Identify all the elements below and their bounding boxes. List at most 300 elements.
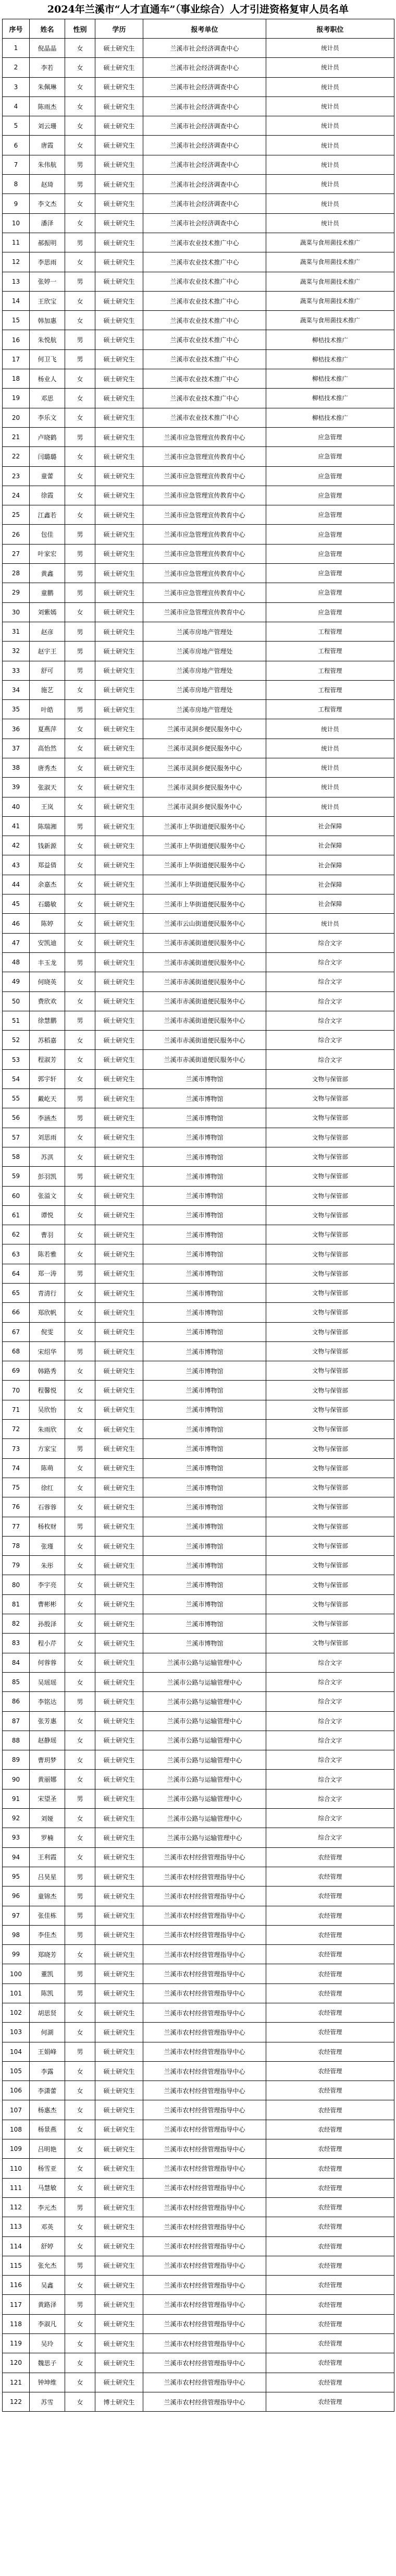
row-gender: 女 [65,96,95,116]
row-index: 63 [3,1244,30,1264]
row-index: 79 [3,1556,30,1575]
row-position: 文物与保管部 [266,1128,394,1147]
row-index: 94 [3,1847,30,1867]
row-gender: 男 [65,1964,95,1984]
row-index: 99 [3,1945,30,1964]
table-row [3,544,394,563]
row-index: 25 [3,505,30,525]
row-index: 39 [3,778,30,797]
row-position: 综合文字 [266,1828,394,1847]
table-row [3,778,394,797]
table-row [3,2061,394,2081]
row-position: 社会保障 [266,816,394,836]
row-position: 文物与保管部 [266,1439,394,1458]
row-gender: 女 [65,680,95,699]
row-name: 魏思子 [30,2353,65,2373]
row-position: 统计员 [266,739,394,758]
table-row [3,602,394,622]
row-gender: 女 [65,252,95,272]
row-unit: 兰溪市农村经营管理指导中心 [143,2217,266,2236]
table-row [3,1614,394,1634]
table-row [3,991,394,1011]
row-gender: 女 [65,1361,95,1381]
row-education: 硕士研究生 [95,2003,143,2022]
row-name: 赵静瑶 [30,1731,65,1750]
row-position: 工程管理 [266,622,394,641]
row-name: 吕明艳 [30,2139,65,2159]
row-unit: 兰溪市博物馆 [143,1167,266,1186]
row-education: 硕士研究生 [95,1089,143,1108]
table-header-row [3,19,394,39]
row-position: 农经管理 [266,1847,394,1867]
table-row [3,797,394,816]
row-position: 文物与保管部 [266,1556,394,1575]
row-unit: 兰溪市农业技术推广中心 [143,389,266,408]
row-index: 27 [3,544,30,563]
table-row [3,1264,394,1283]
table-row [3,233,394,252]
row-name: 何蓉蓉 [30,1653,65,1672]
row-gender: 女 [65,408,95,427]
table-row [3,836,394,855]
row-index: 118 [3,2314,30,2333]
table-row [3,175,394,194]
table-row [3,972,394,991]
row-name: 董凯 [30,1964,65,1984]
row-education: 硕士研究生 [95,1575,143,1594]
row-index: 107 [3,2100,30,2120]
row-name: 李佳杰 [30,1925,65,1944]
row-name: 曹彬彬 [30,1594,65,1614]
row-unit: 兰溪市农村经营管理指导中心 [143,1984,266,2003]
row-position: 综合文字 [266,991,394,1011]
row-unit: 兰溪市博物馆 [143,1361,266,1381]
row-education: 硕士研究生 [95,2236,143,2256]
table-row [3,2353,394,2373]
table-row [3,914,394,933]
row-education: 硕士研究生 [95,1653,143,1672]
row-unit: 兰溪市农村经营管理指导中心 [143,2276,266,2295]
table-row [3,894,394,914]
row-gender: 男 [65,525,95,544]
row-name: 何卫飞 [30,349,65,369]
row-gender: 女 [65,2159,95,2178]
row-education: 硕士研究生 [95,369,143,389]
row-unit: 兰溪市博物馆 [143,1458,266,1478]
table-row [3,1244,394,1264]
row-index: 58 [3,1147,30,1166]
row-name: 卢晓鹤 [30,427,65,446]
row-index: 35 [3,700,30,719]
row-education: 硕士研究生 [95,2256,143,2275]
row-unit: 兰溪市农村经营管理指导中心 [143,1945,266,1964]
row-index: 1 [3,39,30,58]
row-gender: 女 [65,875,95,894]
row-unit: 兰溪市云山街道便民服务中心 [143,914,266,933]
row-index: 9 [3,194,30,213]
row-position: 农经管理 [266,2295,394,2314]
row-position: 应急管理 [266,564,394,583]
row-gender: 男 [65,155,95,174]
row-index: 65 [3,1284,30,1303]
row-index: 61 [3,1205,30,1225]
row-name: 王娟峰 [30,2042,65,2061]
row-name: 苏稻嘉 [30,1031,65,1050]
row-education: 硕士研究生 [95,1770,143,1789]
row-gender: 女 [65,466,95,486]
row-gender: 男 [65,1984,95,2003]
row-education: 硕士研究生 [95,2042,143,2061]
row-name: 邓英 [30,2217,65,2236]
row-gender: 男 [65,952,95,972]
row-index: 85 [3,1672,30,1691]
row-name: 邓思 [30,389,65,408]
row-position: 农经管理 [266,2003,394,2022]
row-education: 硕士研究生 [95,622,143,641]
row-index: 12 [3,252,30,272]
row-unit: 兰溪市社会经济调查中心 [143,58,266,77]
row-index: 31 [3,622,30,641]
row-unit: 兰溪市上华街道便民服务中心 [143,836,266,855]
row-unit: 兰溪市农村经营管理指导中心 [143,2334,266,2353]
row-name: 青清行 [30,1284,65,1303]
row-gender: 女 [65,1614,95,1634]
row-name: 石蓉蓉 [30,1497,65,1517]
row-gender: 男 [65,1692,95,1711]
row-unit: 兰溪市应急管理宣传教育中心 [143,602,266,622]
row-gender: 女 [65,1303,95,1322]
row-position: 文物与保管部 [266,1381,394,1400]
row-name: 唐秀杰 [30,758,65,777]
row-name: 郑欣帆 [30,1303,65,1322]
table-row [3,1011,394,1030]
row-gender: 女 [65,2061,95,2081]
row-index: 73 [3,1439,30,1458]
table-row [3,1031,394,1050]
row-education: 硕士研究生 [95,2178,143,2197]
row-position: 文物与保管部 [266,1264,394,1283]
row-index: 20 [3,408,30,427]
row-unit: 兰溪市上华街道便民服务中心 [143,855,266,875]
row-unit: 兰溪市农村经营管理指导中心 [143,2100,266,2120]
row-index: 16 [3,330,30,349]
row-position: 工程管理 [266,642,394,661]
row-name: 吴玲 [30,2334,65,2353]
row-position: 柳桔技术推广 [266,349,394,369]
table-row [3,1186,394,1205]
row-index: 71 [3,1400,30,1419]
row-education: 硕士研究生 [95,719,143,739]
row-unit: 兰溪市应急管理宣传教育中心 [143,427,266,446]
row-position: 农经管理 [266,1925,394,1944]
row-index: 78 [3,1536,30,1555]
row-unit: 兰溪市社会经济调查中心 [143,194,266,213]
row-unit: 兰溪市博物馆 [143,1284,266,1303]
row-index: 48 [3,952,30,972]
row-unit: 兰溪市博物馆 [143,1341,266,1361]
candidate-table [2,19,394,2412]
row-unit: 兰溪市赤溪街道便民服务中心 [143,1050,266,1069]
table-row [3,369,394,389]
row-position: 应急管理 [266,447,394,466]
row-gender: 男 [65,272,95,291]
row-education: 硕士研究生 [95,1809,143,1828]
row-position: 农经管理 [266,1984,394,2003]
row-index: 68 [3,1341,30,1361]
row-gender: 男 [65,544,95,563]
row-unit: 兰溪市博物馆 [143,1400,266,1419]
table-row [3,1536,394,1555]
row-index: 114 [3,2236,30,2256]
row-index: 44 [3,875,30,894]
table-row [3,1089,394,1108]
row-unit: 兰溪市应急管理宣传教育中心 [143,466,266,486]
row-unit: 兰溪市农村经营管理指导中心 [143,1964,266,1984]
row-name: 童锦杰 [30,1886,65,1906]
row-position: 应急管理 [266,602,394,622]
row-education: 硕士研究生 [95,758,143,777]
table-row [3,116,394,136]
row-unit: 兰溪市社会经济调查中心 [143,96,266,116]
row-index: 96 [3,1886,30,1906]
row-unit: 兰溪市博物馆 [143,1225,266,1244]
row-unit: 兰溪市农村经营管理指导中心 [143,2042,266,2061]
row-name: 朱伟航 [30,155,65,174]
row-position: 文物与保管部 [266,1497,394,1517]
row-index: 45 [3,894,30,914]
row-position: 统计员 [266,136,394,155]
row-education: 硕士研究生 [95,389,143,408]
row-name: 杨景燕 [30,2120,65,2139]
row-name: 徐红 [30,1478,65,1497]
table-row [3,564,394,583]
row-name: 李铭达 [30,1692,65,1711]
row-education: 硕士研究生 [95,1886,143,1906]
row-name: 张溢文 [30,1186,65,1205]
row-name: 叶皓 [30,700,65,719]
row-education: 硕士研究生 [95,77,143,96]
page-title: 2024年兰溪市“人才直通车”（事业综合）人才引进资格复审人员名单 [47,4,349,15]
row-unit: 兰溪市房地产管理处 [143,661,266,680]
row-gender: 女 [65,1536,95,1555]
row-gender: 女 [65,2373,95,2392]
row-education: 硕士研究生 [95,2159,143,2178]
row-name: 倪雯 [30,1322,65,1341]
row-unit: 兰溪市农村经营管理指导中心 [143,2159,266,2178]
row-index: 10 [3,213,30,233]
row-gender: 女 [65,311,95,330]
row-position: 文物与保管部 [266,1517,394,1536]
row-name: 方家宝 [30,1439,65,1458]
table-row [3,525,394,544]
row-name: 夏燕萍 [30,719,65,739]
row-name: 谭悦 [30,1205,65,1225]
row-education: 硕士研究生 [95,1906,143,1925]
row-education: 硕士研究生 [95,583,143,602]
row-index: 49 [3,972,30,991]
row-unit: 兰溪市博物馆 [143,1478,266,1497]
row-name: 张允杰 [30,2256,65,2275]
row-name: 朱佩琳 [30,77,65,96]
row-name: 施艺 [30,680,65,699]
column-header-index: 序号 [3,19,30,39]
row-name: 陈瑞湘 [30,816,65,836]
row-education: 硕士研究生 [95,1069,143,1089]
row-position: 农经管理 [266,2353,394,2373]
row-education: 硕士研究生 [95,1458,143,1478]
row-unit: 兰溪市博物馆 [143,1303,266,1322]
row-name: 宋绍华 [30,1341,65,1361]
table-row [3,408,394,427]
row-education: 硕士研究生 [95,661,143,680]
row-unit: 兰溪市农业技术推广中心 [143,330,266,349]
row-education: 硕士研究生 [95,1264,143,1283]
table-row [3,1167,394,1186]
row-index: 67 [3,1322,30,1341]
row-unit: 兰溪市博物馆 [143,1264,266,1283]
row-unit: 兰溪市应急管理宣传教育中心 [143,583,266,602]
row-name: 陈雨杰 [30,96,65,116]
row-name: 赵彦 [30,622,65,641]
row-education: 硕士研究生 [95,427,143,446]
row-name: 陈凯 [30,1984,65,2003]
row-name: 韩路秀 [30,1361,65,1381]
table-row [3,1341,394,1361]
row-index: 41 [3,816,30,836]
row-education: 硕士研究生 [95,1731,143,1750]
row-education: 硕士研究生 [95,1517,143,1536]
row-position: 农经管理 [266,2236,394,2256]
table-row [3,330,394,349]
row-position: 农经管理 [266,1906,394,1925]
row-gender: 女 [65,2100,95,2120]
row-name: 宋望圣 [30,1789,65,1808]
row-unit: 兰溪市博物馆 [143,1186,266,1205]
table-row [3,2334,394,2353]
row-name: 杨枚财 [30,1517,65,1536]
row-index: 64 [3,1264,30,1283]
row-gender: 女 [65,2139,95,2159]
row-index: 40 [3,797,30,816]
table-row [3,311,394,330]
row-index: 84 [3,1653,30,1672]
row-index: 47 [3,933,30,952]
row-education: 硕士研究生 [95,700,143,719]
table-row [3,505,394,525]
row-gender: 女 [65,2392,95,2411]
table-row [3,1361,394,1381]
row-gender: 男 [65,2295,95,2314]
row-education: 硕士研究生 [95,408,143,427]
row-name: 程淑芳 [30,1050,65,1069]
column-header-gender: 性别 [65,19,95,39]
row-index: 21 [3,427,30,446]
row-gender: 女 [65,2120,95,2139]
row-position: 社会保障 [266,894,394,914]
row-unit: 兰溪市博物馆 [143,1147,266,1166]
row-education: 硕士研究生 [95,1925,143,1944]
row-index: 122 [3,2392,30,2411]
row-education: 硕士研究生 [95,1420,143,1439]
row-index: 104 [3,2042,30,2061]
row-education: 硕士研究生 [95,1964,143,1984]
row-name: 何湖 [30,2023,65,2042]
row-gender: 男 [65,1789,95,1808]
row-position: 农经管理 [266,2081,394,2100]
table-row [3,1906,394,1925]
row-education: 硕士研究生 [95,544,143,563]
row-position: 文物与保管部 [266,1536,394,1555]
row-position: 应急管理 [266,486,394,505]
row-name: 朱彤 [30,1556,65,1575]
row-index: 105 [3,2061,30,2081]
row-name: 李潇蕾 [30,2081,65,2100]
row-unit: 兰溪市公路与运输管理中心 [143,1809,266,1828]
row-name: 苏淇 [30,1147,65,1166]
row-education: 硕士研究生 [95,311,143,330]
table-row [3,1575,394,1594]
row-index: 102 [3,2003,30,2022]
row-position: 综合文字 [266,1711,394,1731]
table-row [3,96,394,116]
row-gender: 男 [65,2256,95,2275]
row-gender: 女 [65,194,95,213]
row-gender: 男 [65,233,95,252]
row-gender: 女 [65,1634,95,1653]
row-position: 农经管理 [266,2120,394,2139]
row-gender: 女 [65,389,95,408]
row-gender: 女 [65,836,95,855]
row-gender: 女 [65,486,95,505]
row-name: 钟坤维 [30,2373,65,2392]
row-position: 综合文字 [266,1750,394,1770]
row-gender: 女 [65,2178,95,2197]
row-position: 农经管理 [266,1867,394,1886]
row-education: 硕士研究生 [95,816,143,836]
row-gender: 男 [65,1906,95,1925]
table-row [3,1069,394,1089]
row-unit: 兰溪市农村经营管理指导中心 [143,2061,266,2081]
row-position: 文物与保管部 [266,1594,394,1614]
row-education: 博士研究生 [95,2392,143,2411]
row-education: 硕士研究生 [95,1556,143,1575]
row-unit: 兰溪市社会经济调查中心 [143,155,266,174]
row-name: 余嘉杰 [30,875,65,894]
row-unit: 兰溪市农村经营管理指导中心 [143,1906,266,1925]
row-education: 硕士研究生 [95,797,143,816]
row-education: 硕士研究生 [95,1341,143,1361]
row-index: 83 [3,1634,30,1653]
row-name: 吕昊星 [30,1867,65,1886]
row-position: 农经管理 [266,2139,394,2159]
row-unit: 兰溪市公路与运输管理中心 [143,1731,266,1750]
table-row [3,1381,394,1400]
row-index: 56 [3,1108,30,1128]
row-gender: 女 [65,778,95,797]
row-position: 文物与保管部 [266,1634,394,1653]
row-name: 赵宇王 [30,642,65,661]
row-name: 何晓英 [30,972,65,991]
row-education: 硕士研究生 [95,2197,143,2217]
row-education: 硕士研究生 [95,1711,143,1731]
row-education: 硕士研究生 [95,1050,143,1069]
row-name: 郑一涛 [30,1264,65,1283]
row-gender: 女 [65,2023,95,2042]
row-unit: 兰溪市赤溪街道便民服务中心 [143,972,266,991]
row-position: 文物与保管部 [266,1244,394,1264]
row-education: 硕士研究生 [95,1945,143,1964]
table-row [3,1886,394,1906]
